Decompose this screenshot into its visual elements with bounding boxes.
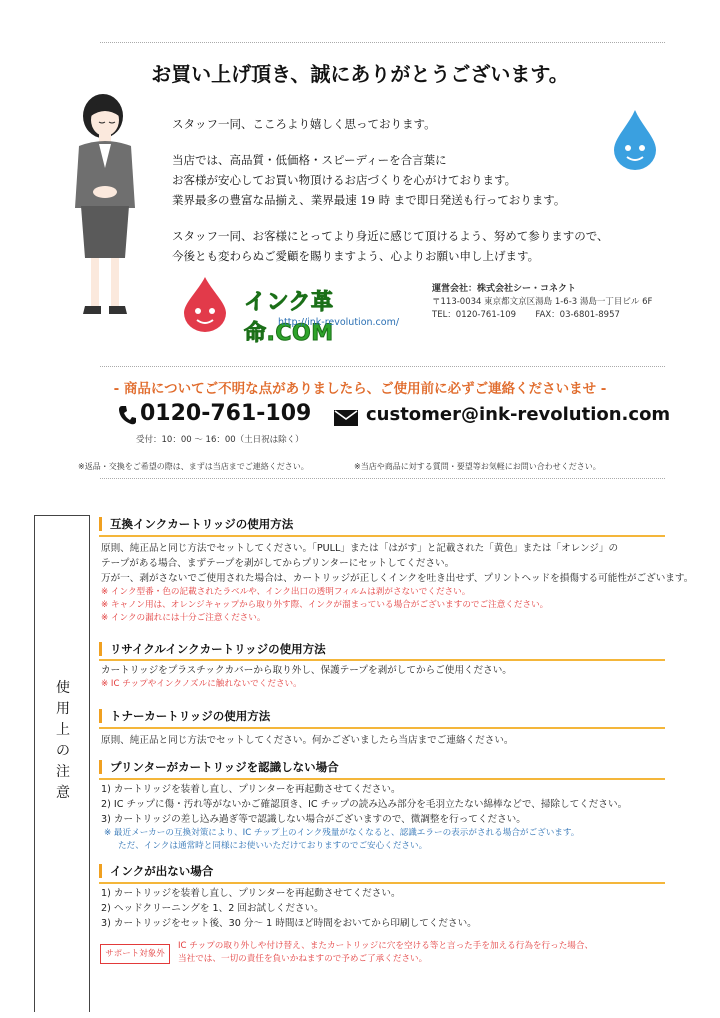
greeting-line-6: 今後とも変わらぬご愛顧を賜りますよう、心よりお願い申し上げます。 bbox=[172, 249, 540, 263]
greeting-line-4: 業界最多の豊富な品揃え、業界最速 19 時 まで即日発送も行っております。 bbox=[172, 193, 566, 207]
greeting-line-5: スタッフ一同、お客様にとってより身近に感じて頂けるよう、努めて参りますので、 bbox=[172, 229, 609, 243]
red-drop-mascot-icon bbox=[180, 275, 230, 333]
section-rule bbox=[99, 659, 665, 661]
lower-divider bbox=[100, 478, 665, 479]
section-title-not-recognized: プリンターがカートリッジを認識しない場合 bbox=[99, 760, 339, 774]
phone-icon bbox=[118, 405, 136, 425]
section-rule bbox=[99, 778, 665, 780]
caution-side-char: 注 bbox=[56, 764, 70, 780]
warning-line: ※ IC チップやインクノズルに触れないでください。 bbox=[101, 679, 302, 689]
support-excluded-badge: サポート対象外 bbox=[100, 944, 170, 964]
phone-number[interactable]: 0120-761-109 bbox=[140, 401, 312, 426]
email-address[interactable]: customer@ink-revolution.com bbox=[366, 404, 671, 425]
section-rule bbox=[99, 727, 665, 729]
body-line: 万が一、剥がさないでご使用された場合は、カートリッジが正しくインクを吐き出せず、プリントヘッドを損傷する可能性がございます。 bbox=[101, 573, 694, 584]
warning-line: ※ インクの漏れには十分ご注意ください。 bbox=[101, 613, 266, 623]
greeting-line-1: スタッフ一同、こころより嬉しく思っております。 bbox=[172, 117, 436, 131]
greeting-line-3: お客様が安心してお買い物頂けるお店づくりを心がけております。 bbox=[172, 173, 517, 187]
mid-divider bbox=[100, 366, 665, 367]
body-line: 1) カートリッジを装着し直し、プリンターを再起動させてください。 bbox=[101, 888, 401, 899]
caution-side-char: 上 bbox=[56, 722, 70, 738]
note-inquiries: ※当店や商品に対する質問・要望等お気軽にお問い合わせください。 bbox=[354, 462, 601, 471]
logo-wordmark: インク革命.COM bbox=[244, 290, 334, 346]
logo-url: http://ink-revolution.com/ bbox=[278, 317, 400, 328]
section-rule bbox=[99, 535, 665, 537]
company-fax: FAX：03-6801-8957 bbox=[535, 310, 620, 320]
company-tel: TEL：0120-761-109 bbox=[432, 310, 517, 320]
section-rule bbox=[99, 882, 665, 884]
company-phones bbox=[432, 309, 652, 322]
caution-side-char: 用 bbox=[56, 701, 70, 717]
body-line: カートリッジをプラスチックカバーから取り外し、保護テープを剥がしてからご使用ください。 bbox=[101, 665, 512, 676]
phone-hours: 受付：10：00 〜 16：00（土日祝は除く） bbox=[136, 435, 304, 445]
support-line: IC チップの取り外しや付け替え、またカートリッジに穴を空ける等と言った手を加える行為を行った場合、 bbox=[178, 941, 594, 951]
company-info bbox=[432, 283, 652, 322]
caution-side-char: 意 bbox=[56, 785, 70, 801]
company-name: 運営会社：株式会社シー・コネクト bbox=[432, 284, 577, 294]
company-address: 〒113-0034 東京都文京区湯島 1-6-3 湯島一丁目ビル 6F bbox=[432, 297, 653, 307]
brand-logo bbox=[180, 275, 420, 346]
blue-drop-mascot-icon bbox=[612, 108, 658, 170]
body-line: 原則、純正品と同じ方法でセットしてください。何かございましたら当店までご連絡ください。 bbox=[101, 735, 514, 746]
body-line: テープがある場合、まずテープを剥がしてからプリンターにセットしてください。 bbox=[101, 558, 455, 569]
caution-side-label bbox=[35, 678, 91, 804]
warning-line: ※ キャノン用は、オレンジキャップから取り外す際、インクが溜まっている場合がございますのでご注意ください。 bbox=[101, 600, 549, 610]
section-title-compatible-ink: 互換インクカートリッジの使用方法 bbox=[99, 517, 293, 531]
warning-line: ※ インク型番・色の記載されたラベルや、インク出口の透明フィルムは剥がさないでください。 bbox=[101, 587, 471, 597]
support-line: 当社では、一切の責任を負いかねますので予めご了承ください。 bbox=[178, 954, 428, 964]
section-title-no-ink: インクが出ない場合 bbox=[99, 864, 213, 878]
caution-side-box bbox=[34, 515, 90, 1012]
body-line: 2) ヘッドクリーニングを 1、2 回お試しください。 bbox=[101, 903, 324, 914]
mail-icon bbox=[334, 410, 358, 426]
top-divider bbox=[100, 42, 665, 43]
caution-side-char: の bbox=[56, 743, 70, 759]
page-title: お買い上げ頂き、誠にありがとうございます。 bbox=[151, 62, 569, 86]
body-line: 原則、純正品と同じ方法でセットしてください。「PULL」または「はがす」と記載された「黄色」または「オレンジ」の bbox=[101, 543, 619, 554]
info-line: ※ 最近メーカーの互換対策により、IC チップ上のインク残量がなくなると、認識エラーの表示がされる場合がございます。 bbox=[104, 828, 580, 838]
body-line: 1) カートリッジを装着し直し、プリンターを再起動させてください。 bbox=[101, 784, 401, 795]
greeting-line-2: 当店では、高品質・低価格・スピーディーを合言葉に bbox=[172, 153, 447, 167]
note-returns: ※返品・交換をご希望の際は、まずは当店までご連絡ください。 bbox=[78, 462, 309, 471]
section-title-toner: トナーカートリッジの使用方法 bbox=[99, 709, 270, 723]
staff-illustration bbox=[55, 88, 155, 320]
contact-notice: - 商品についてご不明な点がありましたら、ご使用前に必ずご連絡くださいませ - bbox=[113, 381, 607, 397]
caution-side-char: 使 bbox=[56, 680, 70, 696]
body-line: 3) カートリッジの差し込み過ぎ等で認識しない場合がございますので、微調整を行ってください。 bbox=[101, 814, 526, 825]
section-title-recycle-ink: リサイクルインクカートリッジの使用方法 bbox=[99, 642, 326, 656]
body-line: 3) カートリッジをセット後、30 分〜 1 時間ほど時間をおいてから印刷してください。 bbox=[101, 918, 477, 929]
body-line: 2) IC チップに傷・汚れ等がないかご確認頂き、IC チップの読み込み部分を毛羽立たない綿棒などで、掃除してください。 bbox=[101, 799, 628, 810]
info-line: ただ、インクは通常時と同様にお使いいただけておりますのでご安心ください。 bbox=[118, 841, 428, 851]
